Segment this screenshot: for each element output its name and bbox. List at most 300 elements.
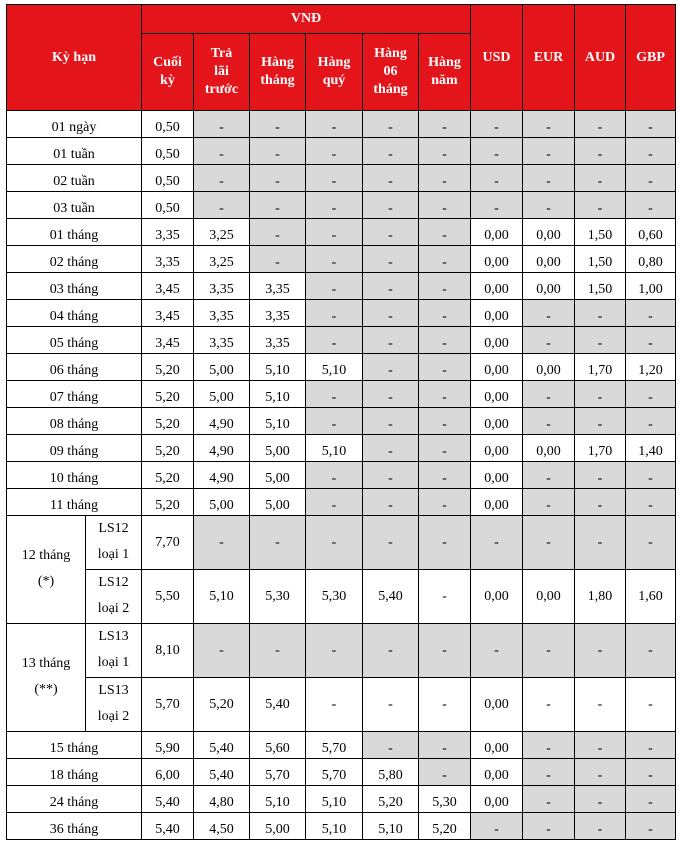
- rate-cell: 0,00: [523, 246, 575, 273]
- rate-cell: -: [250, 246, 306, 273]
- rate-cell: -: [523, 813, 575, 840]
- rate-cell: 3,35: [142, 246, 194, 273]
- table-row: [7, 516, 676, 570]
- rate-cell: -: [575, 678, 626, 732]
- rate-cell: -: [419, 462, 471, 489]
- rate-cell: 5,10: [363, 813, 419, 840]
- rate-cell: 1,70: [575, 354, 626, 381]
- rate-cell: -: [419, 678, 471, 732]
- rate-cell: 5,10: [306, 354, 363, 381]
- sub-term-cell: [86, 678, 142, 732]
- rate-cell: -: [575, 732, 626, 759]
- rate-cell: -: [363, 138, 419, 165]
- rate-cell: -: [471, 624, 523, 678]
- term-cell: 11 tháng: [7, 489, 142, 516]
- vnd-col-header-monthly: [250, 34, 306, 111]
- rate-cell: -: [626, 138, 676, 165]
- aud-header: AUD: [575, 5, 626, 111]
- rate-cell: 1,40: [626, 435, 676, 462]
- rate-cell: -: [626, 813, 676, 840]
- rate-cell: -: [250, 192, 306, 219]
- table-row: [7, 246, 676, 273]
- sub-term-cell: [86, 570, 142, 624]
- rate-cell: -: [363, 516, 419, 570]
- text-line: (*): [37, 574, 55, 589]
- rate-cell: 1,20: [626, 354, 676, 381]
- text-line: (**): [34, 682, 58, 697]
- rate-cell: 0,00: [471, 570, 523, 624]
- vnd-header: VNĐ: [142, 5, 471, 34]
- rate-cell: -: [363, 408, 419, 435]
- rate-cell: -: [250, 111, 306, 138]
- rate-cell: 5,00: [250, 462, 306, 489]
- term-cell: 03 tháng: [7, 273, 142, 300]
- table-body: [7, 111, 676, 840]
- vnd-col-header-annual: [419, 34, 471, 111]
- rate-cell: 5,30: [306, 570, 363, 624]
- rate-cell: -: [194, 624, 250, 678]
- term-cell: 08 tháng: [7, 408, 142, 435]
- table-row: [7, 165, 676, 192]
- rate-cell: -: [419, 435, 471, 462]
- rate-cell: -: [194, 192, 250, 219]
- rate-cell: -: [419, 759, 471, 786]
- rate-cell: -: [419, 408, 471, 435]
- rate-cell: 5,00: [194, 489, 250, 516]
- rate-cell: -: [363, 678, 419, 732]
- rate-cell: -: [363, 354, 419, 381]
- rate-cell: -: [306, 624, 363, 678]
- rate-cell: 5,50: [142, 570, 194, 624]
- term-cell: 03 tuần: [7, 192, 142, 219]
- rate-cell: 0,00: [471, 300, 523, 327]
- text-line: loại 2: [97, 601, 130, 616]
- table-row: [7, 273, 676, 300]
- rate-cell: -: [575, 138, 626, 165]
- rate-cell: 3,35: [142, 219, 194, 246]
- rate-cell: -: [575, 489, 626, 516]
- rate-cell: 5,00: [194, 381, 250, 408]
- table-header: [7, 5, 676, 111]
- rate-cell: -: [306, 138, 363, 165]
- rate-cell: 4,90: [194, 435, 250, 462]
- rate-cell: -: [575, 462, 626, 489]
- rate-cell: -: [363, 624, 419, 678]
- rate-cell: 0,00: [523, 273, 575, 300]
- rate-cell: -: [306, 246, 363, 273]
- rate-cell: -: [626, 327, 676, 354]
- rate-cell: 1,60: [626, 570, 676, 624]
- term-cell: 09 tháng: [7, 435, 142, 462]
- table-row: [7, 759, 676, 786]
- rate-cell: 5,00: [250, 813, 306, 840]
- rate-cell: -: [626, 759, 676, 786]
- rate-cell: -: [523, 462, 575, 489]
- rate-cell: 5,10: [250, 408, 306, 435]
- rate-cell: -: [363, 111, 419, 138]
- term-cell: 24 tháng: [7, 786, 142, 813]
- rate-cell: 5,40: [194, 759, 250, 786]
- rate-cell: 0,00: [471, 354, 523, 381]
- text-line: quý: [322, 73, 346, 88]
- text-line: Hàng: [317, 55, 351, 70]
- rate-cell: 0,00: [471, 489, 523, 516]
- rate-cell: -: [523, 138, 575, 165]
- rate-cell: -: [575, 381, 626, 408]
- table-row: [7, 489, 676, 516]
- rate-cell: -: [626, 786, 676, 813]
- rate-cell: 5,20: [142, 381, 194, 408]
- rate-cell: -: [626, 462, 676, 489]
- rate-cell: -: [363, 435, 419, 462]
- rate-cell: 5,20: [142, 408, 194, 435]
- rate-cell: -: [250, 516, 306, 570]
- interest-rate-table: [6, 4, 676, 840]
- rate-cell: -: [626, 516, 676, 570]
- term-cell: 02 tuần: [7, 165, 142, 192]
- rate-cell: -: [363, 732, 419, 759]
- rate-cell: -: [523, 624, 575, 678]
- rate-cell: -: [419, 273, 471, 300]
- rate-cell: 5,40: [142, 786, 194, 813]
- rate-cell: -: [626, 624, 676, 678]
- rate-cell: -: [523, 300, 575, 327]
- rate-cell: 5,10: [194, 570, 250, 624]
- rate-cell: -: [419, 732, 471, 759]
- rate-cell: -: [419, 381, 471, 408]
- text-line: năm: [431, 73, 458, 88]
- rate-cell: 5,00: [250, 489, 306, 516]
- term-cell: 07 tháng: [7, 381, 142, 408]
- rate-cell: 5,10: [306, 435, 363, 462]
- rate-cell: -: [363, 327, 419, 354]
- rate-cell: 7,70: [142, 516, 194, 570]
- rate-cell: -: [471, 192, 523, 219]
- rate-cell: -: [306, 678, 363, 732]
- gbp-header: GBP: [626, 5, 676, 111]
- rate-cell: -: [419, 516, 471, 570]
- text-line: tháng: [260, 73, 295, 88]
- rate-cell: -: [523, 327, 575, 354]
- rate-cell: 0,00: [471, 327, 523, 354]
- rate-cell: 8,10: [142, 624, 194, 678]
- text-line: Cuối: [153, 55, 182, 70]
- rate-cell: 5,40: [363, 570, 419, 624]
- rate-cell: 0,00: [523, 219, 575, 246]
- rate-cell: 5,10: [250, 381, 306, 408]
- rate-cell: 5,70: [250, 759, 306, 786]
- rate-cell: -: [306, 273, 363, 300]
- term-header: Kỳ hạn: [7, 5, 142, 111]
- rate-cell: 0,00: [471, 759, 523, 786]
- term-cell: 02 tháng: [7, 246, 142, 273]
- rate-cell: 5,20: [142, 489, 194, 516]
- rate-cell: -: [306, 516, 363, 570]
- rate-cell: -: [419, 111, 471, 138]
- eur-header: EUR: [523, 5, 575, 111]
- term-cell: 36 tháng: [7, 813, 142, 840]
- rate-cell: -: [306, 165, 363, 192]
- text-line: loại 1: [97, 547, 130, 562]
- rate-cell: 3,45: [142, 273, 194, 300]
- rate-cell: -: [363, 192, 419, 219]
- rate-cell: 0,50: [142, 138, 194, 165]
- rate-cell: 0,50: [142, 192, 194, 219]
- text-line: trước: [204, 82, 239, 97]
- rate-cell: -: [575, 165, 626, 192]
- rate-cell: 3,35: [250, 300, 306, 327]
- rate-cell: -: [471, 138, 523, 165]
- rate-cell: -: [575, 759, 626, 786]
- rate-cell: -: [523, 192, 575, 219]
- text-line: LS12: [98, 575, 129, 590]
- rate-cell: 1,50: [575, 219, 626, 246]
- vnd-col-header-semiannual: [363, 34, 419, 111]
- rate-cell: 5,40: [250, 678, 306, 732]
- rate-cell: -: [471, 111, 523, 138]
- rate-cell: -: [471, 165, 523, 192]
- rate-cell: 5,10: [306, 813, 363, 840]
- rate-cell: -: [523, 678, 575, 732]
- rate-cell: 0,00: [523, 354, 575, 381]
- table-row: [7, 732, 676, 759]
- text-line: Trả: [210, 46, 233, 61]
- table-row: [7, 111, 676, 138]
- rate-cell: -: [575, 813, 626, 840]
- term-cell: 05 tháng: [7, 327, 142, 354]
- table-row: [7, 570, 676, 624]
- rate-cell: 0,80: [626, 246, 676, 273]
- usd-header: USD: [471, 5, 523, 111]
- rate-cell: 3,25: [194, 246, 250, 273]
- text-line: lãi: [214, 64, 229, 79]
- rate-cell: -: [194, 516, 250, 570]
- rate-cell: -: [523, 165, 575, 192]
- rate-cell: 5,20: [194, 678, 250, 732]
- rate-cell: 1,80: [575, 570, 626, 624]
- rate-cell: -: [363, 219, 419, 246]
- rate-cell: -: [363, 300, 419, 327]
- rate-cell: 0,00: [471, 273, 523, 300]
- rate-cell: 3,35: [250, 327, 306, 354]
- rate-cell: 0,00: [471, 732, 523, 759]
- text-line: tháng: [373, 82, 408, 97]
- table-row: [7, 219, 676, 246]
- rate-cell: -: [523, 381, 575, 408]
- rate-cell: 0,00: [523, 570, 575, 624]
- rate-cell: 5,20: [142, 354, 194, 381]
- rate-cell: -: [523, 111, 575, 138]
- rate-cell: 5,40: [194, 732, 250, 759]
- term-cell: 01 tuần: [7, 138, 142, 165]
- text-line: 13 tháng: [21, 656, 71, 671]
- rate-cell: 3,45: [142, 327, 194, 354]
- rate-cell: -: [306, 300, 363, 327]
- rate-cell: -: [363, 165, 419, 192]
- rate-cell: -: [419, 165, 471, 192]
- rate-cell: 5,90: [142, 732, 194, 759]
- rate-cell: -: [626, 381, 676, 408]
- rate-cell: 5,10: [250, 354, 306, 381]
- rate-cell: -: [523, 408, 575, 435]
- rate-cell: 1,50: [575, 246, 626, 273]
- table-row: [7, 138, 676, 165]
- rate-cell: 1,50: [575, 273, 626, 300]
- rate-cell: 1,70: [575, 435, 626, 462]
- rate-cell: 5,10: [306, 786, 363, 813]
- text-line: 06: [383, 64, 398, 79]
- rate-cell: 5,80: [363, 759, 419, 786]
- rate-cell: 5,00: [250, 435, 306, 462]
- rate-cell: -: [419, 192, 471, 219]
- rate-cell: -: [306, 192, 363, 219]
- table-row: [7, 678, 676, 732]
- rate-cell: -: [626, 678, 676, 732]
- table-row: [7, 786, 676, 813]
- text-line: loại 2: [97, 709, 130, 724]
- rate-cell: 3,35: [194, 327, 250, 354]
- rate-cell: 0,00: [471, 786, 523, 813]
- rate-cell: 0,00: [471, 246, 523, 273]
- rate-cell: -: [575, 624, 626, 678]
- rate-cell: -: [626, 192, 676, 219]
- rate-cell: -: [575, 408, 626, 435]
- rate-cell: 5,00: [194, 354, 250, 381]
- rate-cell: -: [419, 354, 471, 381]
- rate-cell: 3,35: [250, 273, 306, 300]
- rate-cell: -: [250, 624, 306, 678]
- rate-cell: 0,00: [471, 381, 523, 408]
- rate-cell: -: [626, 111, 676, 138]
- table-row: [7, 192, 676, 219]
- rate-cell: 0,00: [471, 678, 523, 732]
- rate-cell: -: [626, 165, 676, 192]
- rate-cell: 3,35: [194, 300, 250, 327]
- rate-cell: -: [306, 111, 363, 138]
- table-row: [7, 381, 676, 408]
- vnd-col-header-final-term: [142, 34, 194, 111]
- rate-cell: 4,80: [194, 786, 250, 813]
- text-line: loại 1: [97, 655, 130, 670]
- rate-cell: -: [575, 516, 626, 570]
- text-line: LS13: [98, 629, 129, 644]
- text-line: Hàng: [261, 55, 294, 70]
- rate-cell: -: [306, 489, 363, 516]
- rate-cell: -: [523, 759, 575, 786]
- table-row: [7, 408, 676, 435]
- rate-cell: 5,10: [250, 786, 306, 813]
- rate-cell: -: [626, 489, 676, 516]
- rate-cell: -: [306, 219, 363, 246]
- rate-cell: -: [419, 138, 471, 165]
- rate-cell: 0,50: [142, 111, 194, 138]
- rate-cell: -: [523, 786, 575, 813]
- rate-cell: 0,00: [471, 435, 523, 462]
- table-row: [7, 435, 676, 462]
- text-line: LS13: [98, 683, 129, 698]
- term-cell: 01 tháng: [7, 219, 142, 246]
- rate-cell: -: [419, 570, 471, 624]
- rate-cell: -: [194, 138, 250, 165]
- vnd-col-header-quarterly: [306, 34, 363, 111]
- rate-cell: 5,20: [363, 786, 419, 813]
- term-cell: 01 ngày: [7, 111, 142, 138]
- rate-cell: 3,35: [194, 273, 250, 300]
- rate-cell: 5,60: [250, 732, 306, 759]
- rate-cell: -: [250, 138, 306, 165]
- rate-cell: 5,20: [142, 462, 194, 489]
- rate-cell: -: [306, 408, 363, 435]
- rate-cell: -: [194, 111, 250, 138]
- sub-term-cell: [86, 624, 142, 678]
- rate-cell: -: [419, 246, 471, 273]
- rate-cell: 5,70: [306, 732, 363, 759]
- rate-cell: -: [363, 381, 419, 408]
- sub-term-cell: [86, 516, 142, 570]
- rate-cell: -: [626, 732, 676, 759]
- table-row: [7, 300, 676, 327]
- rate-cell: -: [471, 813, 523, 840]
- rate-cell: -: [523, 489, 575, 516]
- text-line: LS12: [98, 521, 129, 536]
- term-cell: 10 tháng: [7, 462, 142, 489]
- rate-cell: -: [575, 786, 626, 813]
- term-cell: 06 tháng: [7, 354, 142, 381]
- text-line: kỳ: [160, 73, 175, 88]
- text-line: Hàng: [428, 55, 461, 70]
- rate-cell: 5,70: [306, 759, 363, 786]
- rate-cell: 0,00: [471, 219, 523, 246]
- rate-cell: 5,30: [250, 570, 306, 624]
- rate-cell: 4,90: [194, 462, 250, 489]
- text-line: Hàng: [374, 46, 407, 61]
- rate-cell: -: [523, 732, 575, 759]
- rate-cell: -: [419, 624, 471, 678]
- rate-cell: -: [250, 219, 306, 246]
- rate-cell: 5,70: [142, 678, 194, 732]
- table-row: [7, 354, 676, 381]
- rate-cell: -: [250, 165, 306, 192]
- rate-cell: 0,00: [471, 408, 523, 435]
- rate-cell: 5,30: [419, 786, 471, 813]
- vnd-col-header-prepaid: [194, 34, 250, 111]
- rate-cell: -: [363, 462, 419, 489]
- rate-cell: -: [575, 111, 626, 138]
- rate-cell: -: [575, 300, 626, 327]
- rate-cell: -: [626, 300, 676, 327]
- term-cell: 18 tháng: [7, 759, 142, 786]
- table-row: [7, 327, 676, 354]
- rate-cell: 6,00: [142, 759, 194, 786]
- table-row: [7, 624, 676, 678]
- table-row: [7, 462, 676, 489]
- term-cell: [7, 624, 86, 732]
- text-line: 12 tháng: [21, 548, 71, 563]
- rate-cell: -: [306, 381, 363, 408]
- rate-cell: -: [194, 165, 250, 192]
- rate-cell: -: [419, 219, 471, 246]
- rate-cell: -: [523, 516, 575, 570]
- term-cell: [7, 516, 86, 624]
- rate-cell: 0,00: [471, 462, 523, 489]
- rate-cell: 4,90: [194, 408, 250, 435]
- rate-cell: 0,60: [626, 219, 676, 246]
- table-row: [7, 813, 676, 840]
- rate-cell: 5,20: [419, 813, 471, 840]
- rate-cell: -: [363, 246, 419, 273]
- rate-cell: -: [419, 327, 471, 354]
- rate-cell: -: [306, 462, 363, 489]
